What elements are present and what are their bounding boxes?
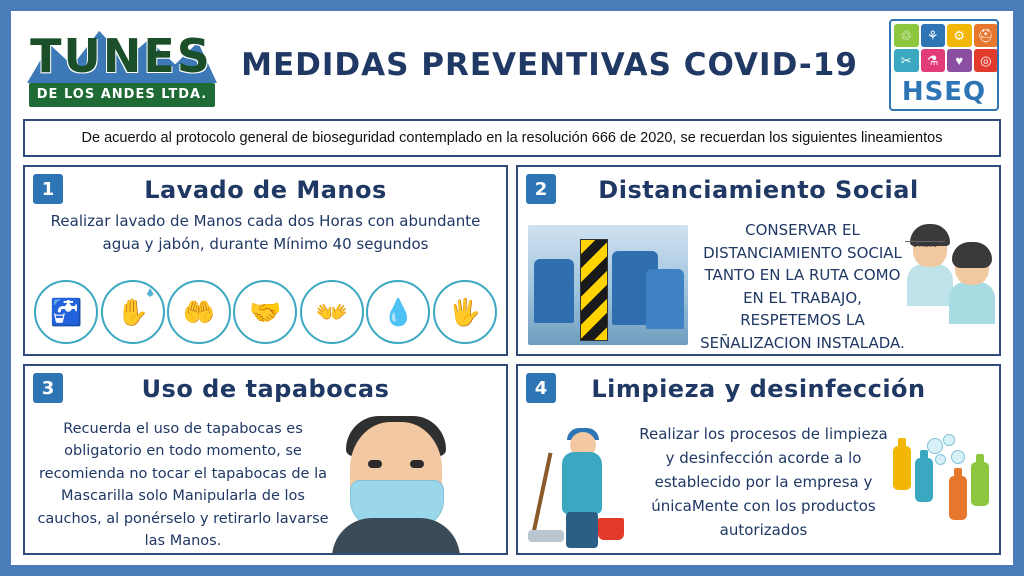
card-number-badge: 1 (33, 174, 63, 204)
distance-label: 1 metro (905, 241, 945, 249)
company-logo (21, 19, 221, 114)
hseq-icon-grid (894, 24, 998, 72)
rub-fingers-icon: 👐 (300, 280, 364, 344)
card-title: Distanciamiento Social (598, 176, 919, 204)
card-body-text: Realizar lavado de Manos cada dos Horas con abundante agua y jabón, durante Mínimo 40 segundos (50, 212, 481, 253)
card-title: Uso de tapabocas (141, 375, 390, 403)
card-title: Lavado de Manos (144, 176, 387, 204)
tools-icon: ✂ (894, 49, 919, 72)
card-cleaning-disinfection (516, 364, 1001, 555)
man-wearing-mask-illustration (326, 416, 466, 555)
card-number-badge: 3 (33, 373, 63, 403)
caution-tape-icon (580, 239, 608, 341)
people-icon: ⚘ (921, 24, 946, 47)
bus-seats-caution-tape-photo (528, 225, 688, 345)
card-body-text: Realizar los procesos de limpieza y desinfección acorde a lo establecido por la empresa y únicaMente con los productos autorizados (639, 425, 888, 539)
avatar-person-right (949, 247, 995, 324)
card-body-text: Recuerda el uso de tapabocas es obligatorio en todo momento, se recomienda no tocar el tapabocas de la Mascarilla solo Manipularla de los cauchos, al ponérselo y retirarlo lavarse las Manos. (37, 421, 329, 550)
company-logo-subtitle: DE LOS ANDES LTDA. (36, 87, 208, 102)
hseq-logo-text: HSEQ (901, 77, 987, 107)
page-title: MEDIDAS PREVENTIVAS COVID-19 (241, 47, 858, 83)
recycle-icon: ♲ (894, 24, 919, 47)
rub-palms-icon: 🤲 (167, 280, 231, 344)
company-logo-name: TUNES (30, 29, 212, 83)
measures-grid (23, 165, 1001, 555)
bucket-icon (598, 518, 624, 540)
hseq-logo (889, 19, 999, 111)
rub-backs-icon: 🤝 (233, 280, 297, 344)
card-number-badge: 4 (526, 373, 556, 403)
card-face-mask (23, 364, 508, 555)
intro-banner: De acuerdo al protocolo general de bioseguridad contemplado en la resolución 666 de 2020, se recuerdan los siguientes lineamientos (23, 119, 1001, 157)
globe-icon: ◎ (974, 49, 999, 72)
card-number-badge: 2 (526, 174, 556, 204)
card-title: Limpieza y desinfección (591, 375, 926, 403)
gear-icon: ⚙ (947, 24, 972, 47)
bubbles-icon (925, 434, 965, 474)
hardhat-icon: ⛑ (974, 24, 999, 47)
handwashing-steps (25, 280, 506, 344)
company-logo-subtitle-bar (29, 83, 215, 107)
card-hand-washing (23, 165, 508, 356)
cleaning-products-icon (891, 428, 991, 548)
flask-icon: ⚗ (921, 49, 946, 72)
heart-icon: ♥ (947, 49, 972, 72)
rinse-hands-icon: 💧 (366, 280, 430, 344)
card-social-distancing (516, 165, 1001, 356)
soap-hands-icon: ✋ (101, 280, 165, 344)
faucet-hands-icon: 🚰 (34, 280, 98, 344)
dry-hands-icon: 🖐 (433, 280, 497, 344)
poster-header (11, 11, 1013, 119)
card-body-text: CONSERVAR EL DISTANCIAMIENTO SOCIAL TANTO EN LA RUTA COMO EN EL TRABAJO, RESPETEMOS LA SEÑALIZACION INSTALADA. (700, 221, 905, 352)
worker-mopping-icon (536, 426, 632, 555)
